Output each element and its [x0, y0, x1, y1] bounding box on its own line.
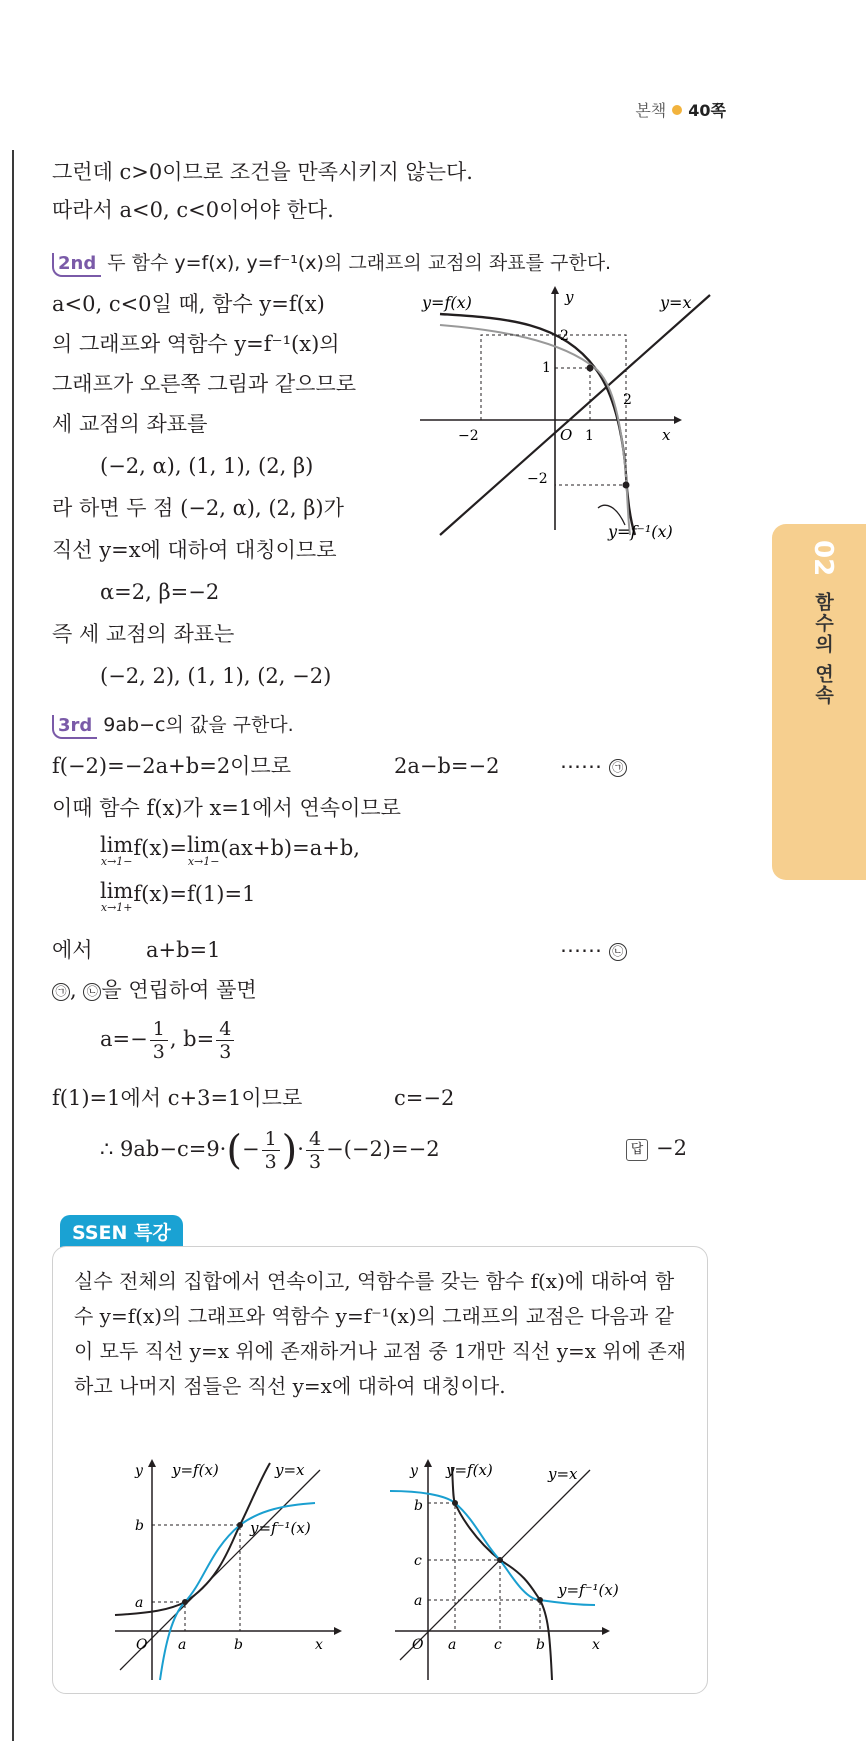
g3-y-arrow [424, 1459, 432, 1467]
step3-final [100, 1124, 440, 1174]
sol-b-prefix: , b= [169, 1027, 215, 1051]
g2-xb-label: b [234, 1637, 243, 1653]
g3-b-label: b [414, 1498, 423, 1514]
g3-c-label: c [414, 1553, 422, 1569]
g2-b-label: b [135, 1518, 144, 1534]
circle-mark-2b: ㉡ [83, 983, 101, 1001]
graph1-tick-x1: 1 [585, 428, 594, 444]
final-prefix: ∴ 9ab−c=9· [100, 1137, 227, 1161]
graph1-y-arrow [551, 286, 559, 294]
solve-text: 을 연립하여 풀면 [101, 978, 257, 1002]
g3-xb-label: b [536, 1637, 545, 1653]
g2-y-arrow [148, 1459, 156, 1467]
g3-line-label: y=x [548, 1465, 578, 1483]
paren-open: ( [226, 1127, 242, 1174]
circle-mark-1b: ㉠ [52, 983, 70, 1001]
frac3-den: 3 [264, 1151, 277, 1173]
step3-limit-right [100, 880, 255, 914]
step2-heading [52, 248, 611, 277]
lim-sub-3: x→1+ [100, 901, 133, 914]
step2-tag: 2nd [52, 253, 101, 277]
g2-line-y-eq-x [120, 1470, 320, 1670]
g3-xc-label: c [494, 1637, 502, 1653]
lim-left [100, 834, 133, 868]
g2-inverse-label: y=f⁻¹(x) [250, 1519, 311, 1537]
eq-marker-1 [560, 752, 627, 780]
g2-line-label: y=x [275, 1461, 305, 1479]
graph1-point-2-beta [623, 482, 630, 489]
intersection-graph [420, 280, 720, 555]
frac3-num: 1 [262, 1128, 280, 1151]
step2-line-4: 세 교점의 좌표를 [52, 412, 208, 436]
graph1-y-label: y [565, 288, 574, 306]
ssen-graph-left [110, 1455, 370, 1685]
intro-line-2: 따라서 a<0, c<0이어야 한다. [52, 198, 334, 222]
lim-expr-3: f(x)=f(1)=1 [133, 882, 256, 906]
frac2-den: 3 [219, 1041, 232, 1063]
graph1-guides-outer [481, 335, 626, 485]
g2-point-a [182, 1599, 188, 1605]
lim-expr-1: f(x)= [133, 836, 187, 860]
answer-value: −2 [656, 1136, 687, 1160]
g3-x-arrow [602, 1627, 610, 1635]
graph1-inverse-label: y=f⁻¹(x) [608, 522, 673, 541]
graph1-tick-y1: 1 [542, 360, 551, 376]
graph1-tick-x2: 2 [623, 392, 632, 408]
g2-x-label: x [315, 1637, 323, 1653]
left-margin-bar [12, 150, 14, 1741]
intro-line-1: 그런데 c>0이므로 조건을 만족시키지 않는다. [52, 160, 473, 184]
chapter-title: 함수의 연속 [812, 592, 834, 706]
graph1-tick-y2: 2 [560, 328, 569, 344]
fraction-four-thirds [216, 1018, 234, 1063]
step3-heading [52, 710, 294, 739]
g3-point-bottom [537, 1597, 543, 1603]
g2-guide-b [152, 1525, 240, 1631]
sol-a-prefix: a=− [100, 1027, 148, 1051]
final-answer [626, 1134, 687, 1162]
fraction-final-2 [306, 1128, 324, 1173]
step2-line-6: 라 하면 두 점 (−2, α), (2, β)가 [52, 496, 344, 520]
g2-a-label: a [135, 1595, 144, 1611]
eq-f-minus-2: f(−2)=−2a+b=2이므로 [52, 754, 292, 778]
step2-line-2: 의 그래프와 역함수 y=f⁻¹(x)의 [52, 332, 340, 356]
dots-1: ⋯⋯ [560, 754, 602, 778]
step3-title: 9ab−c의 값을 구한다. [103, 714, 294, 736]
g3-origin: O [412, 1637, 424, 1653]
paren-close: ) [281, 1127, 298, 1174]
lim-word-1: lim [100, 833, 134, 857]
circle-mark-1: ㉠ [609, 759, 627, 777]
g3-guide-b [428, 1503, 455, 1631]
step2-line-9: 즉 세 교점의 좌표는 [52, 622, 235, 646]
graph1-tick-xm2: −2 [458, 428, 479, 444]
eq-2a-minus-b: 2a−b=−2 [394, 754, 500, 778]
lim-right [100, 880, 133, 914]
graph1-point-1-1 [587, 365, 594, 372]
ssen-graph-right [390, 1455, 630, 1685]
step3-line-1 [52, 752, 624, 780]
eq-f1: f(1)=1에서 c+3=1이므로 [52, 1086, 303, 1110]
step3-limit-left [100, 834, 360, 868]
ssen-badge: SSEN 특강 [60, 1215, 183, 1248]
page-ref-label: 본책 [635, 101, 667, 120]
eq-where: 에서 [52, 938, 93, 962]
g2-x-arrow [334, 1627, 342, 1635]
dots-2: ⋯⋯ [560, 938, 602, 962]
step3-line-6 [52, 976, 257, 1004]
lim-sub-1: x→1− [100, 855, 133, 868]
g3-point-mid [497, 1557, 503, 1563]
step3-line-8 [52, 1084, 455, 1112]
fraction-final-1 [262, 1128, 280, 1173]
graph1-origin: O [560, 426, 573, 444]
g2-y-label: y [135, 1463, 143, 1479]
step2-line-5: (−2, α), (1, 1), (2, β) [100, 454, 314, 478]
eq-marker-2 [560, 936, 627, 964]
frac1-num: 1 [150, 1018, 168, 1041]
fraction-one-third [150, 1018, 168, 1063]
g2-f-label: y=f(x) [172, 1461, 219, 1479]
eq-c-value: c=−2 [394, 1086, 455, 1110]
lim-expr-2: (ax+b)=a+b, [220, 836, 360, 860]
g3-point-top [452, 1500, 458, 1506]
g3-a-label: a [414, 1593, 423, 1609]
lim-word-2: lim [186, 833, 221, 857]
step2-line-7: 직선 y=x에 대하여 대칭이므로 [52, 538, 337, 562]
step3-line-5 [52, 936, 624, 964]
g2-guide-a [152, 1602, 185, 1631]
g2-xa-label: a [178, 1637, 187, 1653]
graph1-f-label: y=f(x) [422, 293, 472, 312]
graph1-guides-inner [555, 368, 590, 420]
graph1-tick-ym2: −2 [527, 471, 548, 487]
g3-y-label: y [410, 1463, 418, 1479]
step3-solution-ab [100, 1014, 236, 1064]
step2-line-8: α=2, β=−2 [100, 580, 220, 604]
g2-origin: O [136, 1637, 148, 1653]
frac4-den: 3 [308, 1151, 322, 1173]
graph1-curve-f [440, 314, 635, 535]
frac4-num: 4 [306, 1128, 324, 1151]
graph1-x-arrow [674, 416, 682, 424]
page-ref-number: 40쪽 [688, 101, 726, 120]
g3-xa-label: a [448, 1637, 457, 1653]
graph1-x-label: x [662, 426, 671, 444]
page-reference [635, 98, 726, 121]
graph1-line-label: y=x [660, 293, 692, 312]
final-neg: − [241, 1137, 260, 1161]
final-suffix: −(−2)=−2 [326, 1137, 440, 1161]
final-dot: · [297, 1137, 304, 1161]
mark-separator: , [70, 978, 84, 1002]
step3-tag: 3rd [52, 715, 97, 739]
eq-a-plus-b: a+b=1 [146, 938, 221, 962]
step3-line-2: 이때 함수 f(x)가 x=1에서 연속이므로 [52, 796, 401, 820]
lim-sub-2: x→1− [187, 855, 220, 868]
answer-icon: 답 [626, 1139, 648, 1161]
lim-left-2 [187, 834, 220, 868]
graph1-line-y-eq-x [440, 295, 710, 535]
step2-line-1: a<0, c<0일 때, 함수 y=f(x) [52, 292, 325, 316]
page-ref-dot [672, 105, 682, 115]
ssen-text: 실수 전체의 집합에서 연속이고, 역함수를 갖는 함수 f(x)에 대하여 함수 y=f(x)의 그래프와 역함수 y=f⁻¹(x)의 그래프의 교점은 다음과 같이 모두 직선 y=x 위에 존재하거나 교점 중 1개만 직선 y=x 위에 존재하고 나머지 점들은 직선 y=x에 대하여 대칭이다. [74, 1269, 687, 1398]
frac1-den: 3 [152, 1041, 165, 1063]
g3-f-label: y=f(x) [446, 1461, 493, 1479]
step2-title: 두 함수 y=f(x), y=f⁻¹(x)의 그래프의 교점의 좌표를 구한다. [107, 252, 612, 274]
lim-word-3: lim [100, 879, 134, 903]
circle-mark-2: ㉡ [609, 943, 627, 961]
chapter-number: 02 [808, 540, 838, 577]
step2-line-3: 그래프가 오른쪽 그림과 같으므로 [52, 372, 357, 396]
frac2-num: 4 [216, 1018, 234, 1041]
step2-line-10: (−2, 2), (1, 1), (2, −2) [100, 664, 332, 688]
g2-point-b [237, 1522, 243, 1528]
g3-x-label: x [592, 1637, 600, 1653]
g3-inverse-label: y=f⁻¹(x) [558, 1581, 619, 1599]
